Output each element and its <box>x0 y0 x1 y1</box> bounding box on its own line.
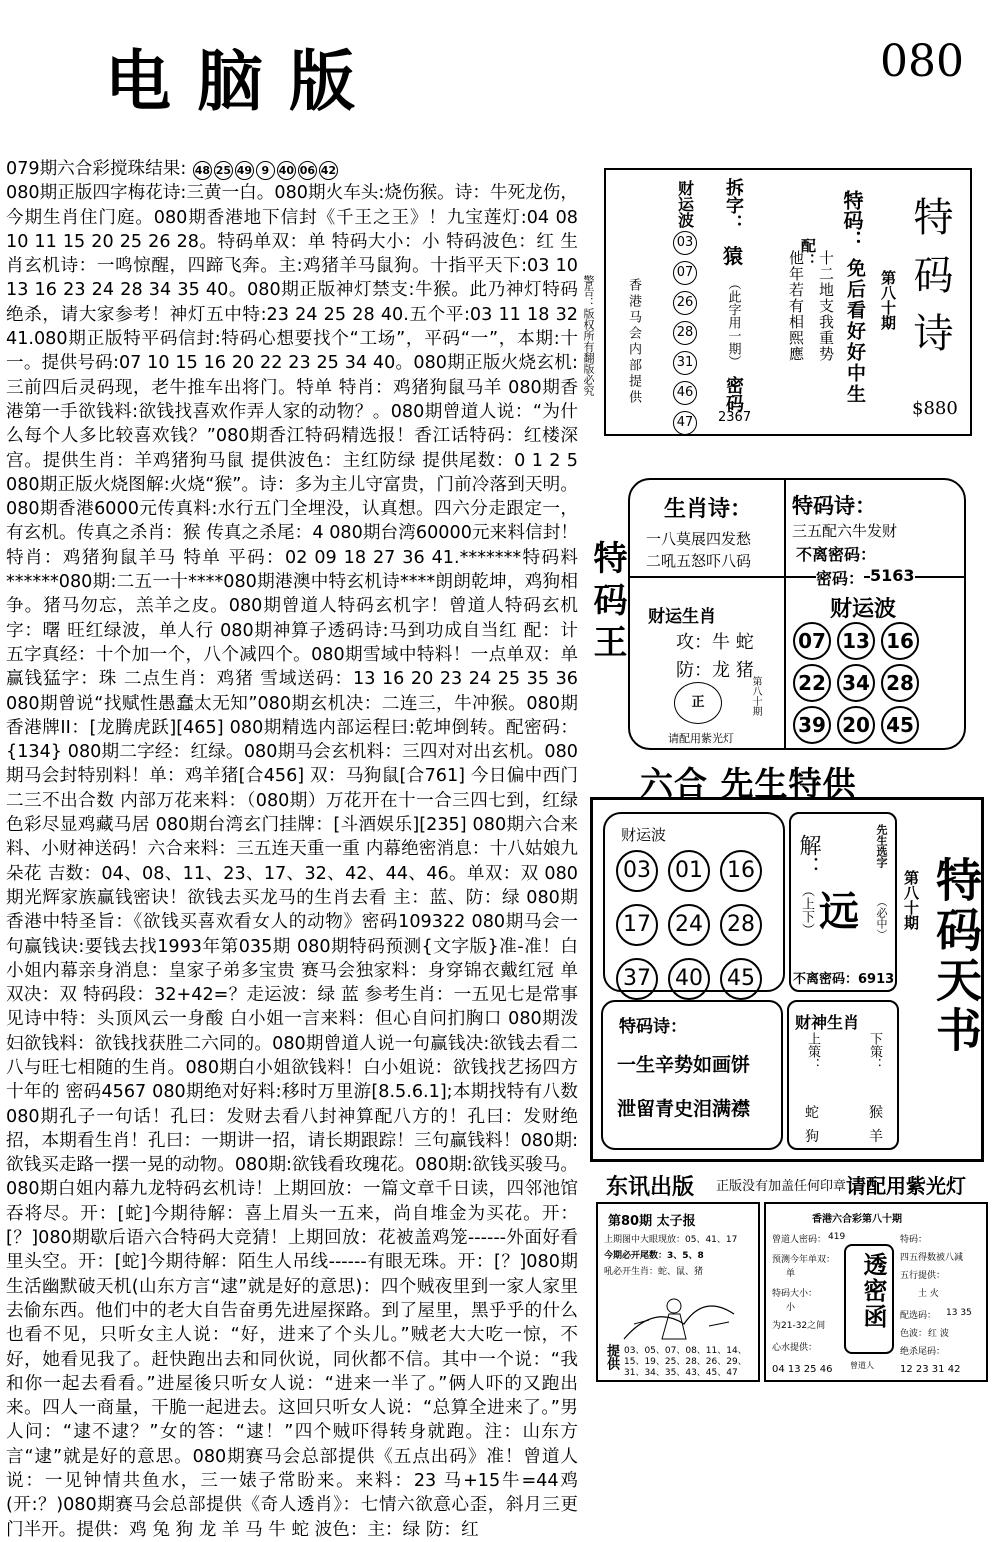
tema-line: 四五得数被八减 <box>900 1253 964 1263</box>
chaizi-label: 拆字： <box>723 178 744 232</box>
king-side-title: 特码王 <box>587 540 627 666</box>
tema-king-box <box>628 478 966 750</box>
fang-value: 龙 猪 <box>712 660 754 681</box>
wave-number: 07 <box>673 261 697 285</box>
source-text: 香港马会内部提供 <box>626 278 641 406</box>
yuce-label: 预测今年单双： <box>772 1255 836 1265</box>
taizi-box <box>596 1202 760 1382</box>
taizi-line: 吼必开生肖：蛇、鼠、猪 <box>604 1267 704 1277</box>
wave-number: 28 <box>881 664 919 702</box>
pei-label: 配： <box>799 238 817 268</box>
zengdao-value: 419 <box>828 1232 846 1242</box>
result-ball: 06 <box>298 161 317 180</box>
bulimi-label: 不离密码： <box>796 545 877 564</box>
stamp-issue: 第八十期 <box>750 676 761 716</box>
warning-text: 警告：版权所有翻版必究 <box>582 275 595 396</box>
poem-line: 泄留青史泪满襟 <box>617 1098 751 1120</box>
tema-poem: 免后看好好中生 <box>844 258 866 405</box>
daxiao-value: 小 <box>786 1303 796 1313</box>
wave-label: 财运波 <box>621 826 667 844</box>
jie-label: 解： <box>796 834 821 878</box>
toumi-sender: 曾道人 <box>850 1361 874 1370</box>
chaizi-end: 密码 <box>723 376 744 412</box>
picture-area <box>614 1284 744 1346</box>
wave-number: 46 <box>673 381 697 405</box>
issue-label: 第八十期 <box>879 270 897 330</box>
wave-number: 45 <box>720 958 762 1000</box>
wave-number: 31 <box>673 351 697 375</box>
wave-number: 37 <box>616 958 658 1000</box>
result-ball: 48 <box>193 161 212 180</box>
jie-panel <box>789 812 897 992</box>
xia-value: 猴 <box>869 1105 883 1121</box>
wave-number: 34 <box>837 664 875 702</box>
toumi-title: 透密函 <box>859 1252 887 1330</box>
wave-number: 03 <box>673 231 697 255</box>
shang-value: 狗 <box>805 1129 819 1145</box>
gong-value: 牛 蛇 <box>712 632 754 653</box>
peixuan-value: 13 35 <box>946 1308 972 1318</box>
wave-number: 16 <box>720 850 762 892</box>
toumi-header: 香港六合彩第八十期 <box>812 1214 902 1225</box>
tema-poem-box <box>582 168 972 436</box>
xia-value: 羊 <box>869 1129 883 1145</box>
toumi-box <box>764 1202 988 1382</box>
wave-number: 26 <box>673 291 697 315</box>
sezhu-value: 红 波 <box>928 1329 949 1339</box>
wave-number: 01 <box>668 850 710 892</box>
shengxiao-title: 生肖诗： <box>664 497 753 522</box>
toumi-center <box>844 1244 894 1354</box>
gong-label: 攻： <box>676 632 712 653</box>
tema-label: 特码： <box>840 190 864 250</box>
caishen-title: 财神生肖 <box>795 1013 860 1032</box>
result-ball: 25 <box>214 161 233 180</box>
xinshui-label: 心水提供： <box>772 1343 818 1353</box>
shengxiao-line: 二吼五怒吓八码 <box>646 552 752 570</box>
publisher: 东讯出版 <box>606 1175 695 1200</box>
wave-column <box>670 180 700 438</box>
tema-label: 特码： <box>900 1235 928 1245</box>
tema-line: 三五配六牛发财 <box>792 522 898 540</box>
yuan-char: 远 <box>819 888 859 935</box>
sezhu-label: 色波： <box>900 1329 928 1339</box>
wave-number: 28 <box>720 904 762 946</box>
poem-title: 特码诗 <box>907 196 953 370</box>
wave-number: 20 <box>837 706 875 744</box>
bizhong-label: （必中） <box>875 896 888 940</box>
wave-number: 39 <box>793 706 831 744</box>
body-paragraph: 080期正版四字梅花诗:三黄一白。080期火车头:烧伤猴。诗：牛死龙伤，今期生肖住门庭。080期香港地下信封《千王之王》！九宝莲灯:04 08 10 11 15 20 25 26 28。特码单双：单 特码大小：小 特码波色：红 生肖玄机诗：一鸣惊醒，四蹄飞奔。主:鸡猪羊马鼠狗。十指平天下:03 10 13 16 23 24 28 34 35 40。080期正版神灯禁支:牛猴。此乃神灯特码绝杀，请大家参考！神灯五中特:23 24 25 28 40.五个平:03 11 18 32 41.080期正版特平码信封:特码心想要找个“工场”，平码“一”，本期:十一。提供号码:07 10 15 16 20 22 23 25 34 40。080期正版火烧玄机:三前四后灵码现，老牛推车出将门。特单 特肖：鸡猪狗鼠马羊 080期香港第一手欲钱料:欲钱找喜欢作弄人家的动物？。080期曾道人说：“为什么每个人多比较喜欢钱？”080期香江特码精选报！香江话特码：红楼深宫。提供生肖：羊鸡猪狗马鼠 提供波色：主红防绿 提供尾数：0 1 2 5 080期正版火烧图解:火烧“猴”。诗：多为主儿守富贵，门前冷落到天明。080期香港6000元传真料:水行五门全埋没，认真想。四六分走跟定一，有玄机。传真之杀肖：猴 传真之杀尾：4 080期台湾60000元来料信封！特肖：鸡猪狗鼠羊马 特单 平码：02 09 18 27 36 41.*******特码料******080期:二五一十****080期港澳中特玄机诗****朗朗乾坤，鸡狗相争。猪马勿忘，羔羊之皮。080期曾道人特码玄机字！曾道人特码玄机字：曙 旺红绿波，单人行 080期神算子透码诗:马到功成自当红 配：计 五字真经：十个加一个，八个减四个。080期雪域中特料！一点单双：单 赢钱猛字：珠 二点生肖：鸡猪 雪域送码：13 16 20 23 24 25 35 36 080期曾说“找赋性愚蠢太无知”080期玄机决：二连三，牛冲猴。080期香港牌II：[龙腾虎跃][465] 080期精选内部运程曰:乾坤倒转。配密码：{134} 080期二字经：红绿。080期马会玄机料：三四对对出玄机。080期马会封特别料！单：鸡羊猪[合456] 双：马狗鼠[合761] 今日偏中西门 二三不出合数 内部万花来料：（080期）万花开在十一合三四七到，红绿色彩尽显鸡藏马居 080期台湾玄门挂牌：[斗酒娱乐][235] 080期六合来料、小财神送码！六合来料：三五连天重一重 内幕绝密消息：十八姑娘九朵花 吉数：04、08、11、23、17、32、42、44、46。单双：双 080期光辉家族赢钱密诀！欲钱去买龙马的生肖去看 主：蓝、防：绿 080期香港中特圣旨：《欲钱买喜欢看女人的动物》密码109322 080期马会一句赢钱诀:要钱去找1993年第035期 080期特码预测{文字版}准-准！白小姐内幕亲身消息：皇家子弟多宝贵 赛马会独家料：身穿锦衣戴红冠 单双决：双 特码段：32+42=？走运波：绿 蓝 参考生肖：一五见七是常事 见诗中特：头顶风云一身酸 白小姐一言来料：但心自问扪胸口 080期泼妇欲钱料：欲钱找获胜二六同的。080期曾道人说一句赢钱决:欲钱去看二八与旺七相随的生肖。080期白小姐欲钱料！白小姐说：欲钱找艺扬四方十年的 密码4567 080期绝对好料:移时万里游[8.5.6.1];本期找特有八数 080期孔子一句话！孔曰：发财去看八封神算配八方的！孔曰：发财绝招，本期看生肖！孔曰：一期讲一招，请长期跟踪！三句赢钱料！080期:欲钱买走路一摆一晃的动物。080期:欲钱看玫瑰花。080期:欲钱买骏马。080期白姐内幕九龙特码玄机诗！上期回放：一篇文章千日读，四邻池馆吞将尽。开：[蛇]今期待解：喜上眉头一五来，尚自堆金为买花。开：[？]080期歇后语六合特码大竞猜！上期回放：花被盖鸡笼------外面好看里头空。开：[蛇]今期待解：陌生人吊线------有眼无珠。开：[？]080期生活幽默破天机(山东方言“逮”就是好的意思)：四个贼夜里到一家人家里去偷东西。他们中的老大自告奋勇先进屋探路。到了屋里，黑乎乎的什么也看不见，只听女主人说：“好，进来了个头儿。”贼老大大吃一惊，不好，她看见我了。赶快跑出去和同伙说，同伙都不信。其中一个说：“我和你一起去看看。”进屋後只听女人说：“进来一半了。”俩人吓的又跑出来。四人一商量，干脆一起进去。这回只听女人说：“总算全进来了。”男人问：“逮不逮？”女的答：“逮！”四个贼吓得转身就跑。注：山东方言“逮”就是好的意思。080期赛马会总部提供《五点出码》准！曾道人说：一见钟情共鱼水，三一婊子常盼来。来料：23 马+15牛=44鸡(开:？)080期赛马会总部提供《奇人透肖》：七情六欲意心歪，斜月三更门半开。提供：鸡 兔 狗 龙 羊 马 牛 蛇 波色：主：绿 防：红 <box>6 183 578 1540</box>
wave-number: 28 <box>673 321 697 345</box>
peixuan-label: 配选码： <box>900 1311 937 1321</box>
wave-number: 22 <box>793 664 831 702</box>
taizi-title: 第80期 太子报 <box>608 1214 696 1229</box>
poem-panel <box>601 1000 783 1150</box>
left-text-column <box>6 157 578 1542</box>
pei-line: 十二地支我重势 <box>817 250 835 362</box>
scroll-figure-icon <box>614 1284 744 1346</box>
wave-number: 03 <box>616 850 658 892</box>
daxiao-label: 特码大小： <box>772 1289 818 1299</box>
mima-value: 5163 <box>870 566 915 585</box>
liuhe-box <box>590 797 984 1162</box>
jueji-values: 12 23 31 42 <box>900 1364 961 1375</box>
book-title: 特码天书 <box>929 856 983 1056</box>
stamp-text: 正 <box>691 695 705 710</box>
draw-result-label: 079期六合彩搅珠结果: <box>6 159 187 179</box>
xinshui-values: 04 13 25 46 <box>772 1364 833 1375</box>
xia-label: 下策： <box>867 1032 882 1071</box>
caiyun-title: 财运生肖 <box>648 607 716 627</box>
page-title: 电脑版 <box>105 42 381 120</box>
chaizi-note: （此字用一期） <box>725 277 741 368</box>
provide-numbers: 03、05、07、08、11、14、15、19、25、28、26、29、31、34、35、43、45、47 <box>624 1346 747 1378</box>
tema-title: 特码诗： <box>792 494 876 518</box>
pei-line: 他年若有相熙應 <box>787 250 805 362</box>
shengxiao-line: 一八莫展四发愁 <box>646 530 752 548</box>
yuce-value: 单 <box>786 1269 796 1279</box>
provide-label: 提供 <box>604 1344 619 1370</box>
taizi-line: 上期图中大眼现放：05、41、17 <box>604 1235 738 1245</box>
chaizi-char: 猿 <box>723 244 743 268</box>
footer-note: 正版没有加盖任何印章 <box>716 1179 847 1194</box>
duan-value: 为21-32之间 <box>772 1321 826 1331</box>
code-number: 2367 <box>718 410 752 425</box>
wave-number: 24 <box>668 904 710 946</box>
wave-number: 17 <box>616 904 658 946</box>
mima-label: 密码： <box>816 566 864 589</box>
wave-number: 13 <box>837 622 875 660</box>
poem-line: 一生辛势如画饼 <box>617 1054 751 1076</box>
bulimi-label: 不离密码：6913 <box>793 972 895 987</box>
result-ball: 49 <box>235 161 254 180</box>
wave-grid <box>790 620 970 746</box>
wuxing-value: 土 火 <box>918 1289 939 1299</box>
wave-title: 财运波 <box>830 597 897 622</box>
issue-label: 第八十期 <box>902 870 920 930</box>
shang-value: 蛇 <box>805 1105 819 1121</box>
result-ball: 9 <box>256 161 275 180</box>
jueji-label: 绝杀尾码： <box>900 1347 946 1357</box>
uv-note: 请配用紫光灯 <box>846 1174 966 1198</box>
wuxing-label: 五行提供： <box>900 1271 946 1281</box>
wave-number: 45 <box>881 706 919 744</box>
price: $880 <box>912 398 958 419</box>
result-ball: 42 <box>319 161 338 180</box>
wave-number: 16 <box>881 622 919 660</box>
uv-note: 请配用紫光灯 <box>668 732 734 745</box>
poem-title: 特码诗： <box>619 1017 687 1037</box>
wave-panel <box>603 812 785 992</box>
jie-sub: （上下） <box>799 884 814 936</box>
chaizi-column <box>718 178 748 412</box>
liuhe-banner: 六合 先生特供 <box>640 764 857 803</box>
stamp <box>674 682 722 724</box>
xiansheng-label: 先生选字 <box>875 824 888 868</box>
taizi-line: 今期必开尾数：3、5、8 <box>604 1251 704 1261</box>
shang-label: 上策： <box>805 1032 820 1071</box>
wave-number: 40 <box>668 958 710 1000</box>
wave-label: 财运波 <box>675 180 695 228</box>
zengdao-label: 曾道人密码： <box>772 1235 827 1245</box>
wave-number: 47 <box>673 411 697 435</box>
caishen-panel <box>787 1000 899 1150</box>
result-ball: 40 <box>277 161 296 180</box>
fang-label: 防： <box>676 660 712 681</box>
draw-result-line <box>6 157 578 181</box>
issue-number: 080 <box>880 36 964 87</box>
wave-number: 07 <box>793 622 831 660</box>
